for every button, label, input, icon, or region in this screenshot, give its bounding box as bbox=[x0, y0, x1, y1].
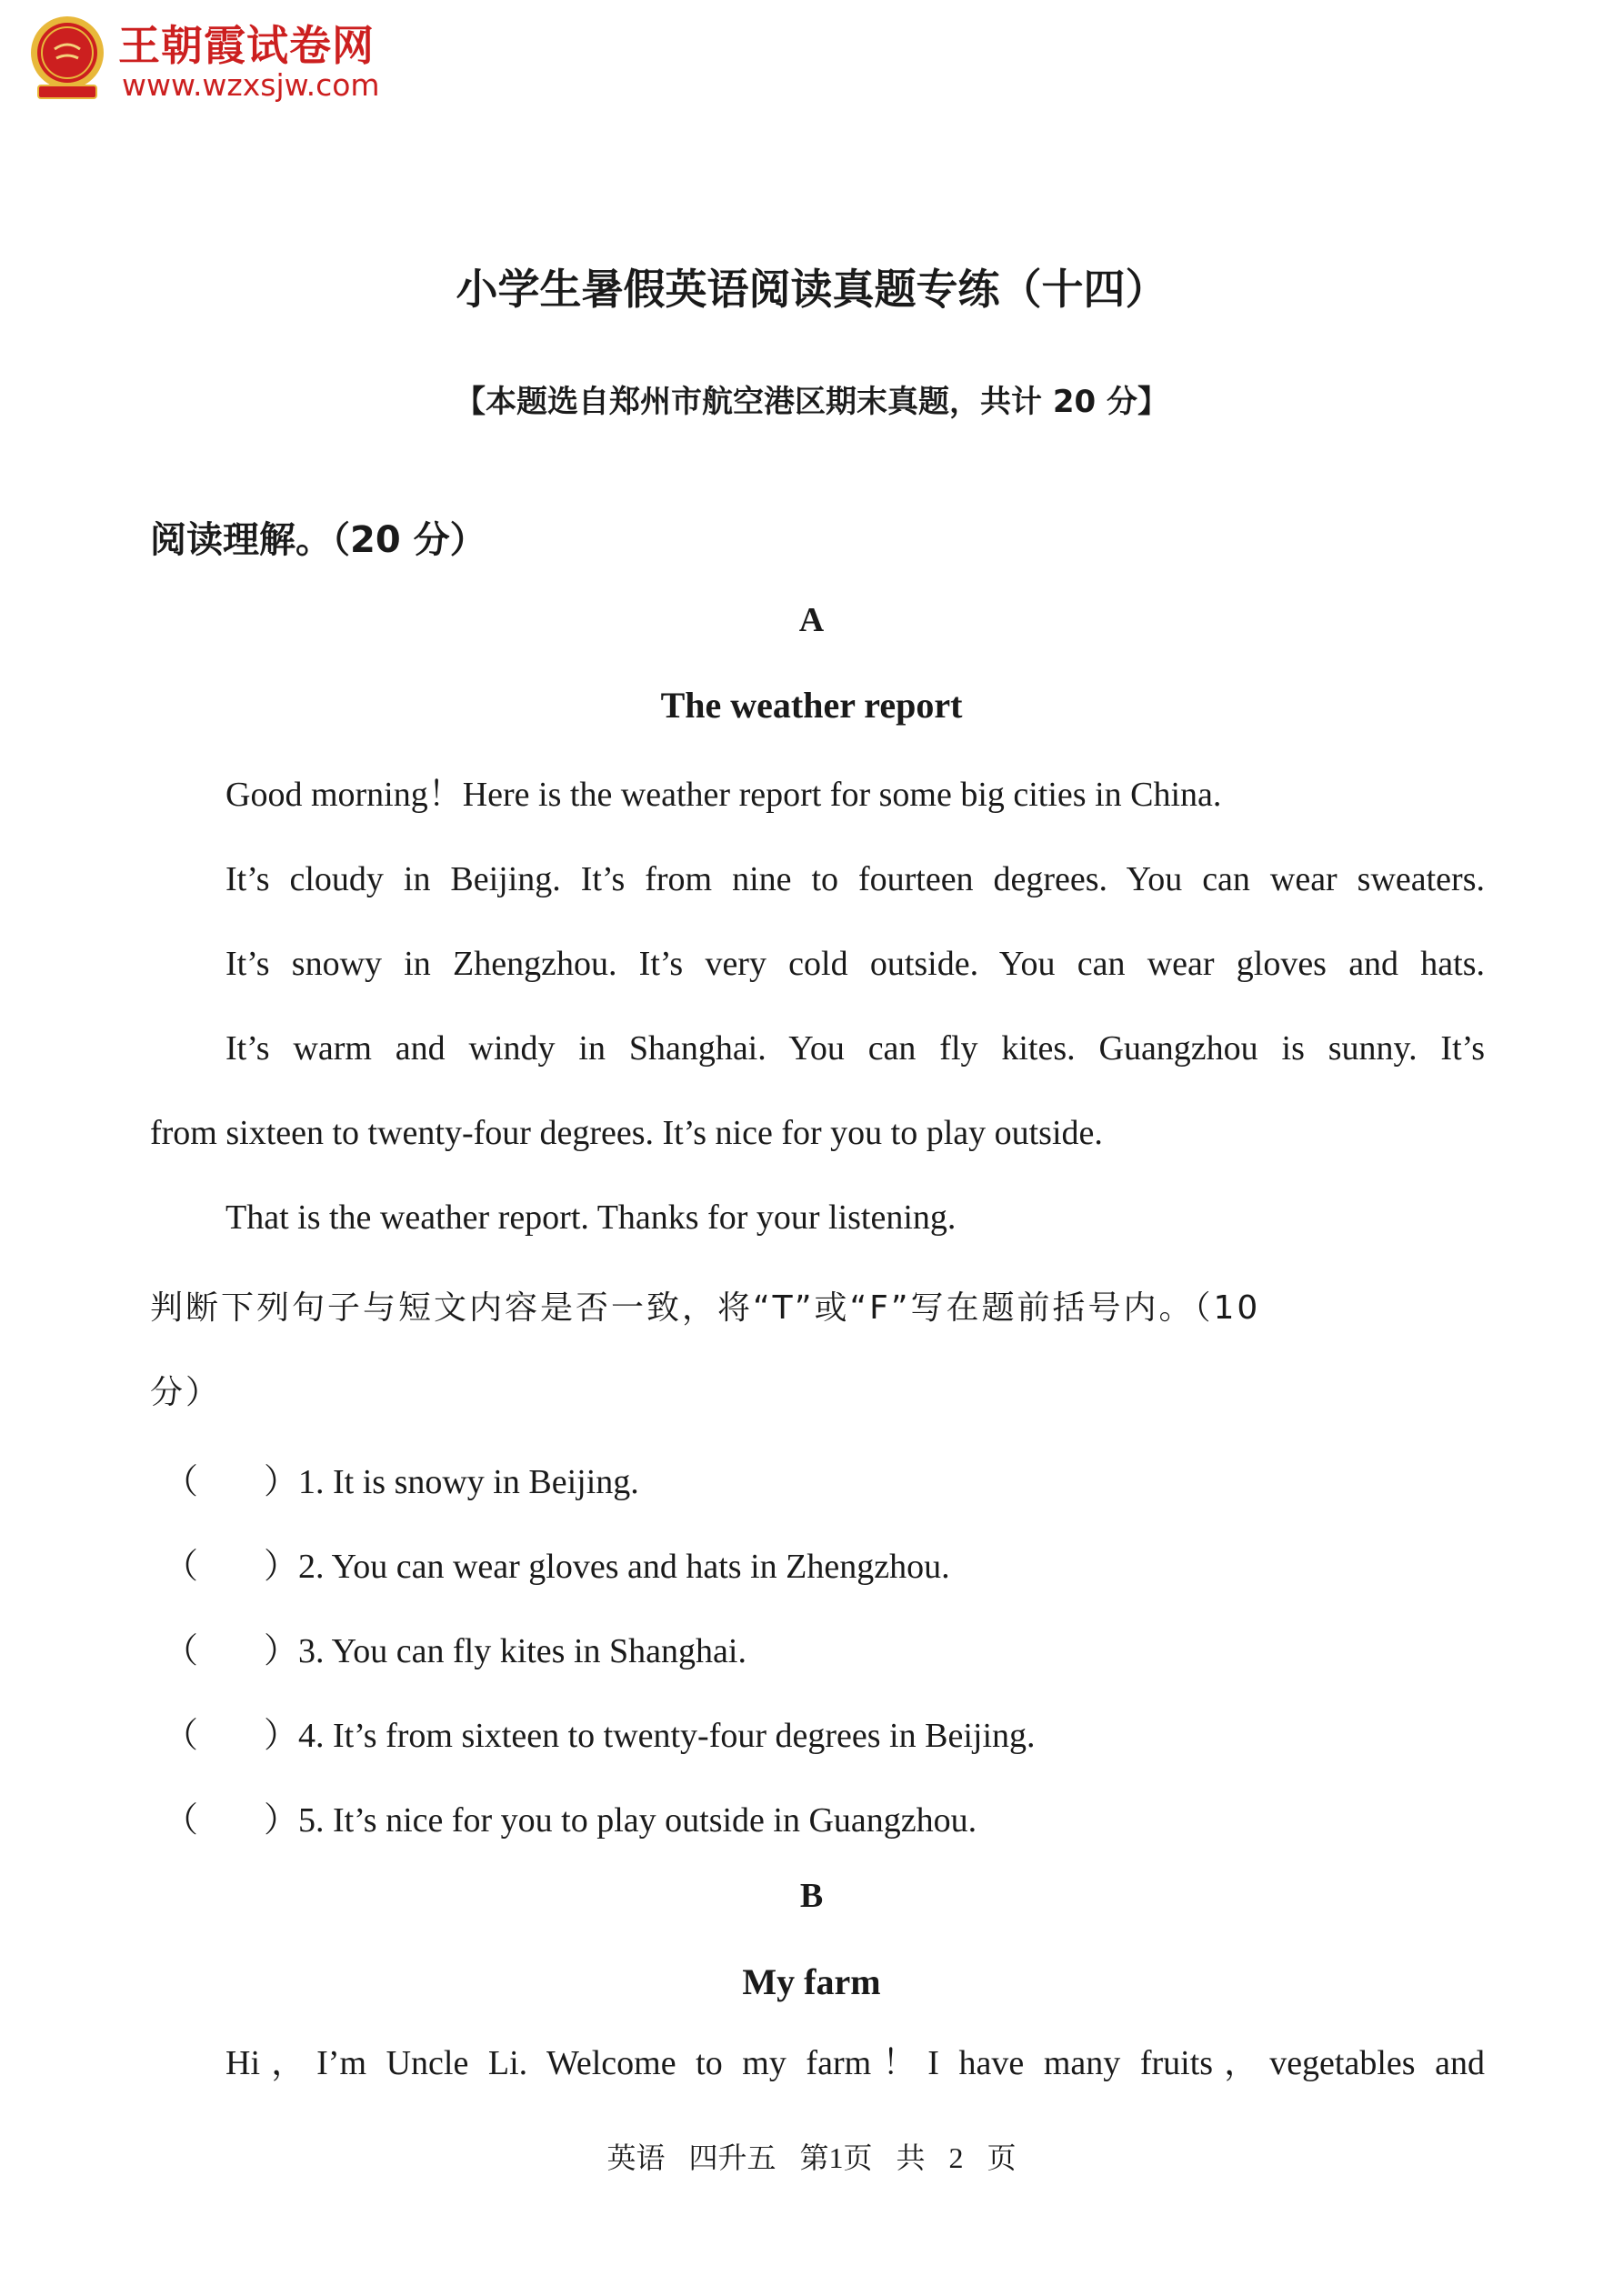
passage-line: It’s cloudy in Beijing. It’s from nine to fourteen degrees. You can wear sweaters. bbox=[225, 860, 1485, 898]
passage-line: That is the weather report. Thanks for your listening. bbox=[225, 1198, 957, 1237]
answer-bracket-close: ） bbox=[264, 1801, 299, 1840]
answer-bracket-close: ） bbox=[264, 1717, 299, 1755]
question-text: 2. You can wear gloves and hats in Zhengzhou. bbox=[298, 1548, 950, 1586]
question-text: 5. It’s nice for you to play outside in Guangzhou. bbox=[298, 1801, 977, 1840]
brand-name: 王朝霞试卷网 bbox=[118, 21, 375, 70]
question-item bbox=[164, 1791, 977, 1841]
question-text: 3. You can fly kites in Shanghai. bbox=[298, 1632, 746, 1670]
passage-line: It’s snowy in Zhengzhou. It’s very cold outside. You can wear gloves and hats. bbox=[225, 945, 1485, 983]
question-item bbox=[164, 1622, 746, 1672]
question-item bbox=[164, 1707, 1036, 1757]
part-a-label: A bbox=[798, 601, 825, 639]
instruction-continued: 分） bbox=[150, 1374, 222, 1411]
brand-url[interactable]: www.wzxsjw.com bbox=[122, 67, 380, 103]
passage-line: Hi，I’m Uncle Li. Welcome to my farm！I have many fruits，vegetables and bbox=[225, 2044, 1485, 2082]
passage-line: Good morning！Here is the weather report for some big cities in China. bbox=[225, 776, 1222, 814]
seal-emblem-icon bbox=[27, 13, 107, 104]
answer-bracket-open[interactable]: （ bbox=[164, 1548, 199, 1586]
section-heading: 阅读理解。（20 分） bbox=[150, 519, 486, 561]
question-text: 1. It is snowy in Beijing. bbox=[298, 1463, 639, 1501]
instruction: 判断下列句子与短文内容是否一致，将“T”或“F”写在题前括号内。（10 bbox=[150, 1289, 1261, 1327]
question-text: 4. It’s from sixteen to twenty-four degrees in Beijing. bbox=[298, 1717, 1036, 1755]
part-a-title: The weather report bbox=[660, 685, 963, 726]
answer-bracket-close: ） bbox=[264, 1463, 299, 1501]
page-title: 小学生暑假英语阅读真题专练（十四） bbox=[456, 265, 1167, 314]
answer-bracket-open[interactable]: （ bbox=[164, 1632, 199, 1670]
answer-bracket-open[interactable]: （ bbox=[164, 1801, 199, 1840]
site-logo bbox=[27, 7, 409, 107]
passage-line: It’s warm and windy in Shanghai. You can fly kites. Guangzhou is sunny. It’s bbox=[225, 1029, 1485, 1068]
question-item bbox=[164, 1453, 639, 1503]
answer-bracket-open[interactable]: （ bbox=[164, 1463, 199, 1501]
part-b-title: My farm bbox=[742, 1961, 881, 2002]
answer-bracket-close: ） bbox=[264, 1632, 299, 1670]
part-b-label: B bbox=[799, 1877, 824, 1915]
source-note: 【本题选自郑州市航空港区期末真题，共计 20 分】 bbox=[455, 384, 1168, 420]
answer-bracket-open[interactable]: （ bbox=[164, 1717, 199, 1755]
answer-bracket-close: ） bbox=[264, 1548, 299, 1586]
question-item bbox=[164, 1538, 950, 1588]
passage-line: from sixteen to twenty-four degrees. It’s nice for you to play outside. bbox=[150, 1114, 1103, 1152]
page-footer: 英语 四升五 第1页 共 2 页 bbox=[606, 2141, 1017, 2174]
